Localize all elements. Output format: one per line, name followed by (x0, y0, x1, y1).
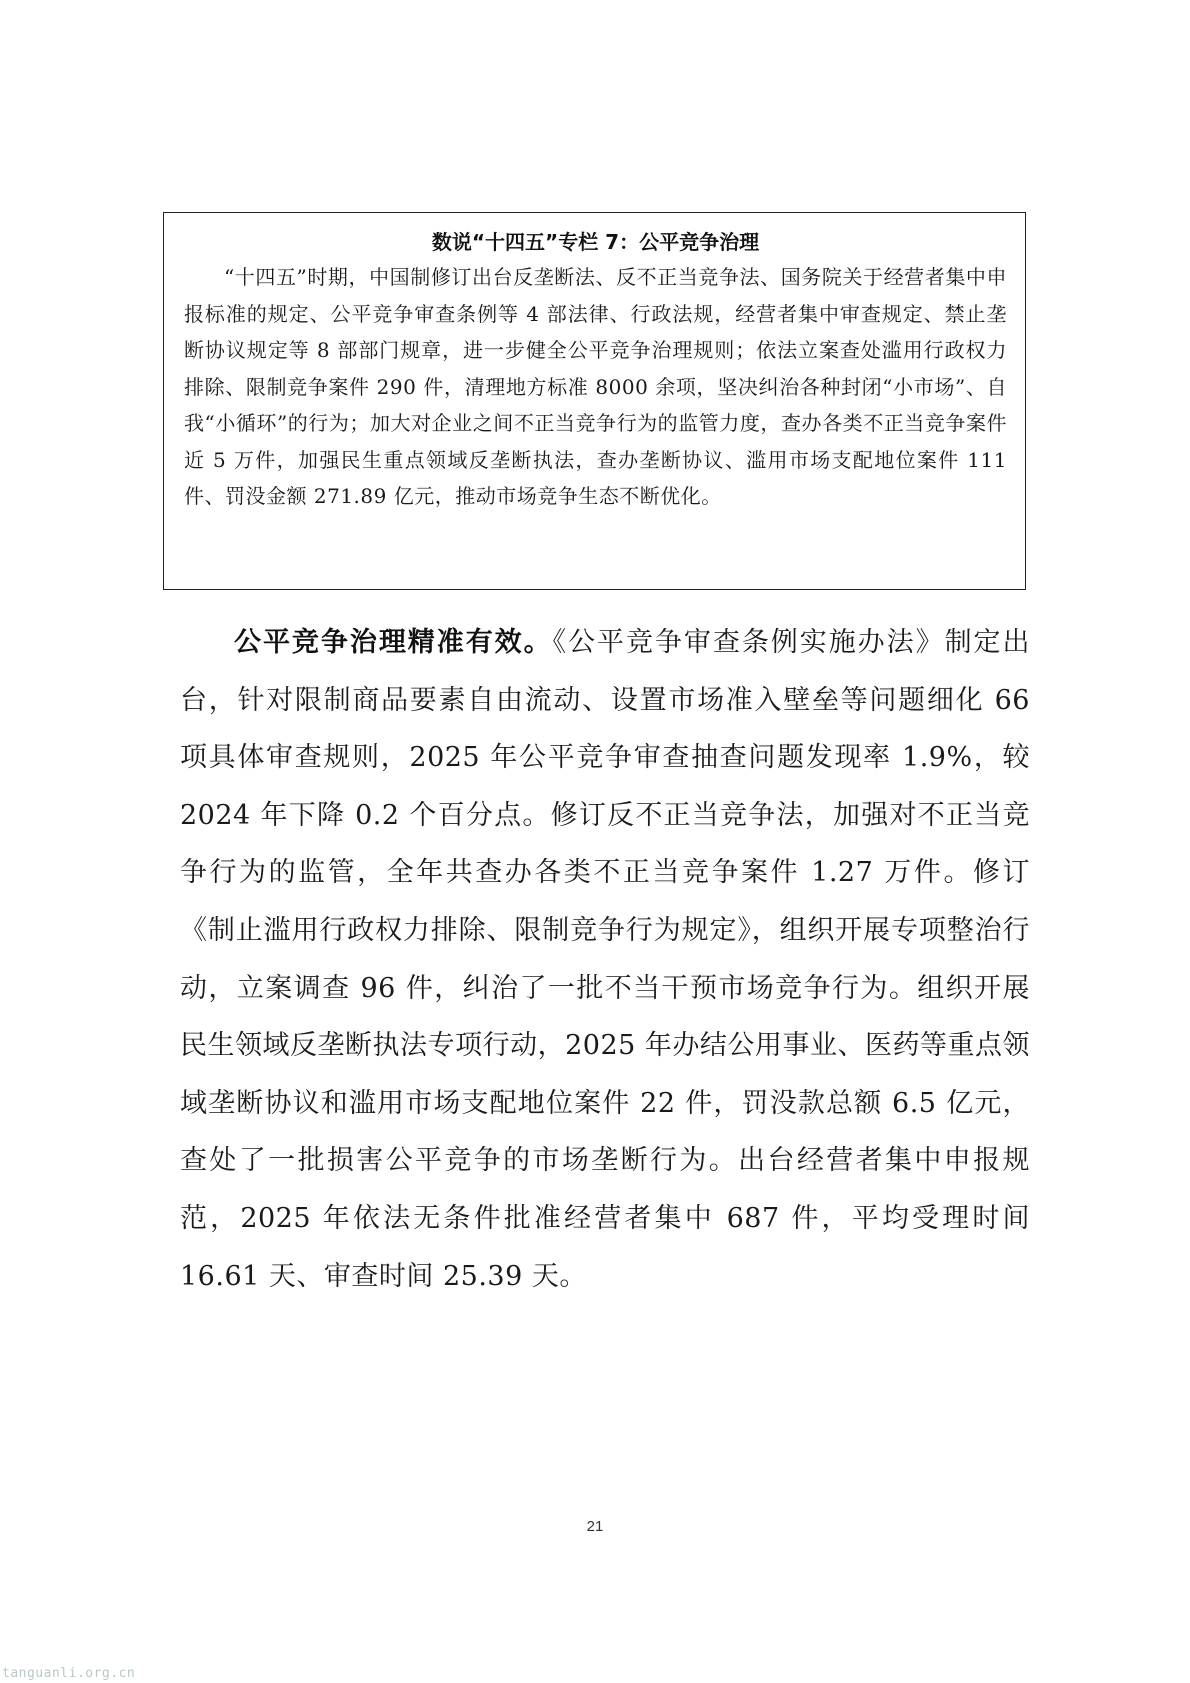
page-number: 21 (586, 1518, 604, 1535)
column-text: “十四五”时期，中国制修订出台反垄断法、反不正当竞争法、国务院关于经营者集中申报标准的规定、公平竞争审查条例等 4 部法律、行政法规，经营者集中审查规定、禁止垄断协议规定等 8 部部门规章，进一步健全公平竞争治理规则；依法立案查处滥用行政权力排除、限制竞争案件 290 件，清理地方标准 8000 余项，坚决纠治各种封闭“小市场”、自我“小循环”的行为；加大对企业之间不正当竞争行为的监管力度，查办各类不正当竞争案件近 5 万件，加强民生重点领域反垄断执法，查办垄断协议、滥用市场支配地位案件 111 件、罚没金额 271.89 亿元，推动市场竞争生态不断优化。 (184, 265, 1007, 508)
paragraph-text: 《公平竞争审查条例实施办法》制定出台，针对限制商品要素自由流动、设置市场准入壁垒等问题细化 66 项具体审查规则，2025 年公平竞争审查抽查问题发现率 1.9%，较 2024 年下降 0.2 个百分点。修订反不正当竞争法，加强对不正当竞争行为的监管，全年共查办各类不正当竞争案件 1.27 万件。修订《制止滥用行政权力排除、限制竞争行为规定》，组织开展专项整治行动，立案调查 96 件，纠治了一批不当干预市场竞争行为。组织开展民生领域反垄断执法专项行动，2025 年办结公用事业、医药等重点领域垄断协议和滥用市场支配地位案件 22 件，罚没款总额 6.5 亿元，查处了一批损害公平竞争的市场垄断行为。出台经营者集中申报规范，2025 年依法无条件批准经营者集中 687 件，平均受理时间 16.61 天、审查时间 25.39 天。 (180, 627, 1031, 1292)
column-title: 数说“十四五”专栏 7：公平竞争治理 (431, 230, 760, 254)
paragraph-lead: 公平竞争治理精准有效。 (234, 627, 553, 658)
column-box (163, 212, 1026, 590)
body-paragraph (180, 614, 1030, 1305)
watermark: tanguanli.org.cn (2, 1666, 136, 1681)
